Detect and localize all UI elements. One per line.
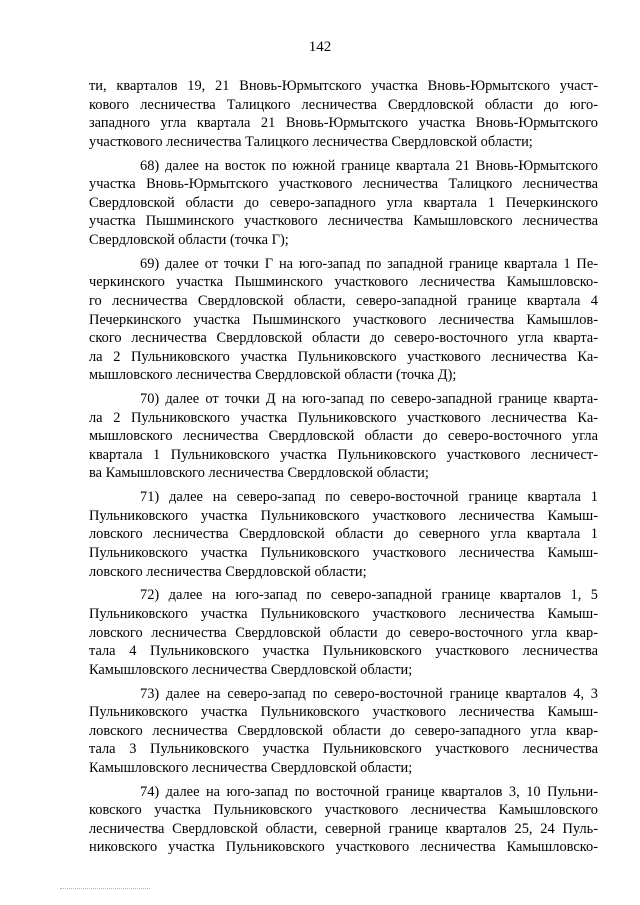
text-line: Пульниковского участка Пульниковского участкового лесничества Камыш- xyxy=(89,545,598,561)
text-line: Пульниковского участка Пульниковского участкового лесничества Камыш- xyxy=(89,507,598,524)
text-line: 72) далее на юго-запад по северо-западной границе кварталов 1, 5 xyxy=(140,587,598,604)
text-line: ти, кварталов 19, 21 Вновь-Юрмытского участка Вновь-Юрмытского участ- xyxy=(89,78,598,94)
text-line: 68) далее на восток по южной границе квартала 21 Вновь-Юрмытского xyxy=(140,157,598,174)
text-line: ковского участка Пульниковского участкового лесничества Камышловского xyxy=(89,802,598,819)
paragraph xyxy=(89,783,598,857)
paragraph xyxy=(89,157,598,250)
text-line: Свердловской области (точка Г); xyxy=(89,231,289,248)
text-line: участкового лесничества Талицкого лесничества Свердловской области; xyxy=(89,133,533,150)
paragraph xyxy=(89,685,598,778)
text-line: ловского лесничества Свердловской области до северного угла квартала 1 xyxy=(89,526,598,543)
text-line: лесничества Свердловской области, северной границе кварталов 25, 24 Пуль- xyxy=(89,820,598,837)
text-line: тала 4 Пульниковского участка Пульниковского участкового лесничества xyxy=(89,643,598,660)
text-line: ва Камышловского лесничества Свердловской области; xyxy=(89,465,429,482)
text-line: мышловского лесничества Свердловской области (точка Д); xyxy=(89,367,457,384)
page-number: 142 xyxy=(308,39,332,55)
text-line: кового лесничества Талицкого лесничества Свердловской области до юго- xyxy=(89,96,598,113)
text-line: участка Пышминского участкового лесничества Камышловского лесничества xyxy=(89,213,598,230)
text-line: квартала 1 Пульниковского участка Пульниковского участкового лесничест- xyxy=(89,446,598,463)
text-line: Печеркинского участка Пышминского участкового лесничества Камышлов- xyxy=(89,311,598,328)
text-line: ловского лесничества Свердловской области; xyxy=(89,563,367,580)
paragraph xyxy=(89,77,598,151)
scan-artifact-line xyxy=(60,888,150,891)
paragraph xyxy=(89,390,598,483)
paragraph xyxy=(89,586,598,679)
text-line: Пульниковского участка Пульниковского участкового лесничества Камыш- xyxy=(89,605,598,622)
text-line: Пульниковского участка Пульниковского участкового лесничества Камыш- xyxy=(89,704,598,721)
text-line: западного угла квартала 21 Вновь-Юрмытского участка Вновь-Юрмытского xyxy=(89,115,598,132)
document-body xyxy=(89,77,598,862)
text-line: Камышловского лесничества Свердловской области; xyxy=(89,759,413,776)
text-line: го лесничества Свердловской области, северо-западной границе квартала 4 xyxy=(89,292,598,309)
text-line: 74) далее на юго-запад по восточной границе кварталов 3, 10 Пульни- xyxy=(140,783,598,800)
text-line: ловского лесничества Свердловской области до северо-западного угла квар- xyxy=(89,722,598,739)
text-line: Камышловского лесничества Свердловской области; xyxy=(89,661,413,678)
text-line: Свердловской области до северо-западного угла квартала 1 Печеркинского xyxy=(89,194,598,211)
text-line: тала 3 Пульниковского участка Пульниковского участкового лесничества xyxy=(89,741,598,758)
text-line: ла 2 Пульниковского участка Пульниковского участкового лесничества Ка- xyxy=(89,409,598,426)
text-line: никовского участка Пульниковского участкового лесничества Камышловско- xyxy=(89,839,598,856)
text-line: ского лесничества Свердловской области до северо-восточного угла кварта- xyxy=(89,330,598,347)
text-line: 70) далее от точки Д на юго-запад по северо-западной границе кварта- xyxy=(140,391,598,408)
text-line: мышловского лесничества Свердловской области до северо-восточного угла xyxy=(89,428,598,445)
text-line: черкинского участка Пышминского участкового лесничества Камышловско- xyxy=(89,274,598,291)
text-line: ла 2 Пульниковского участка Пульниковского участкового лесничества Ка- xyxy=(89,348,598,365)
text-line: 71) далее на северо-запад по северо-восточной границе квартала 1 xyxy=(140,489,598,506)
text-line: участка Вновь-Юрмытского участкового лесничества Талицкого лесничества xyxy=(89,176,598,193)
text-line: 73) далее на северо-запад по северо-восточной границе кварталов 4, 3 xyxy=(140,685,598,702)
text-line: ловского лесничества Свердловской области до северо-восточного угла квар- xyxy=(89,624,598,641)
paragraph xyxy=(89,488,598,581)
paragraph xyxy=(89,255,598,385)
text-line: 69) далее от точки Г на юго-запад по западной границе квартала 1 Пе- xyxy=(140,255,598,272)
